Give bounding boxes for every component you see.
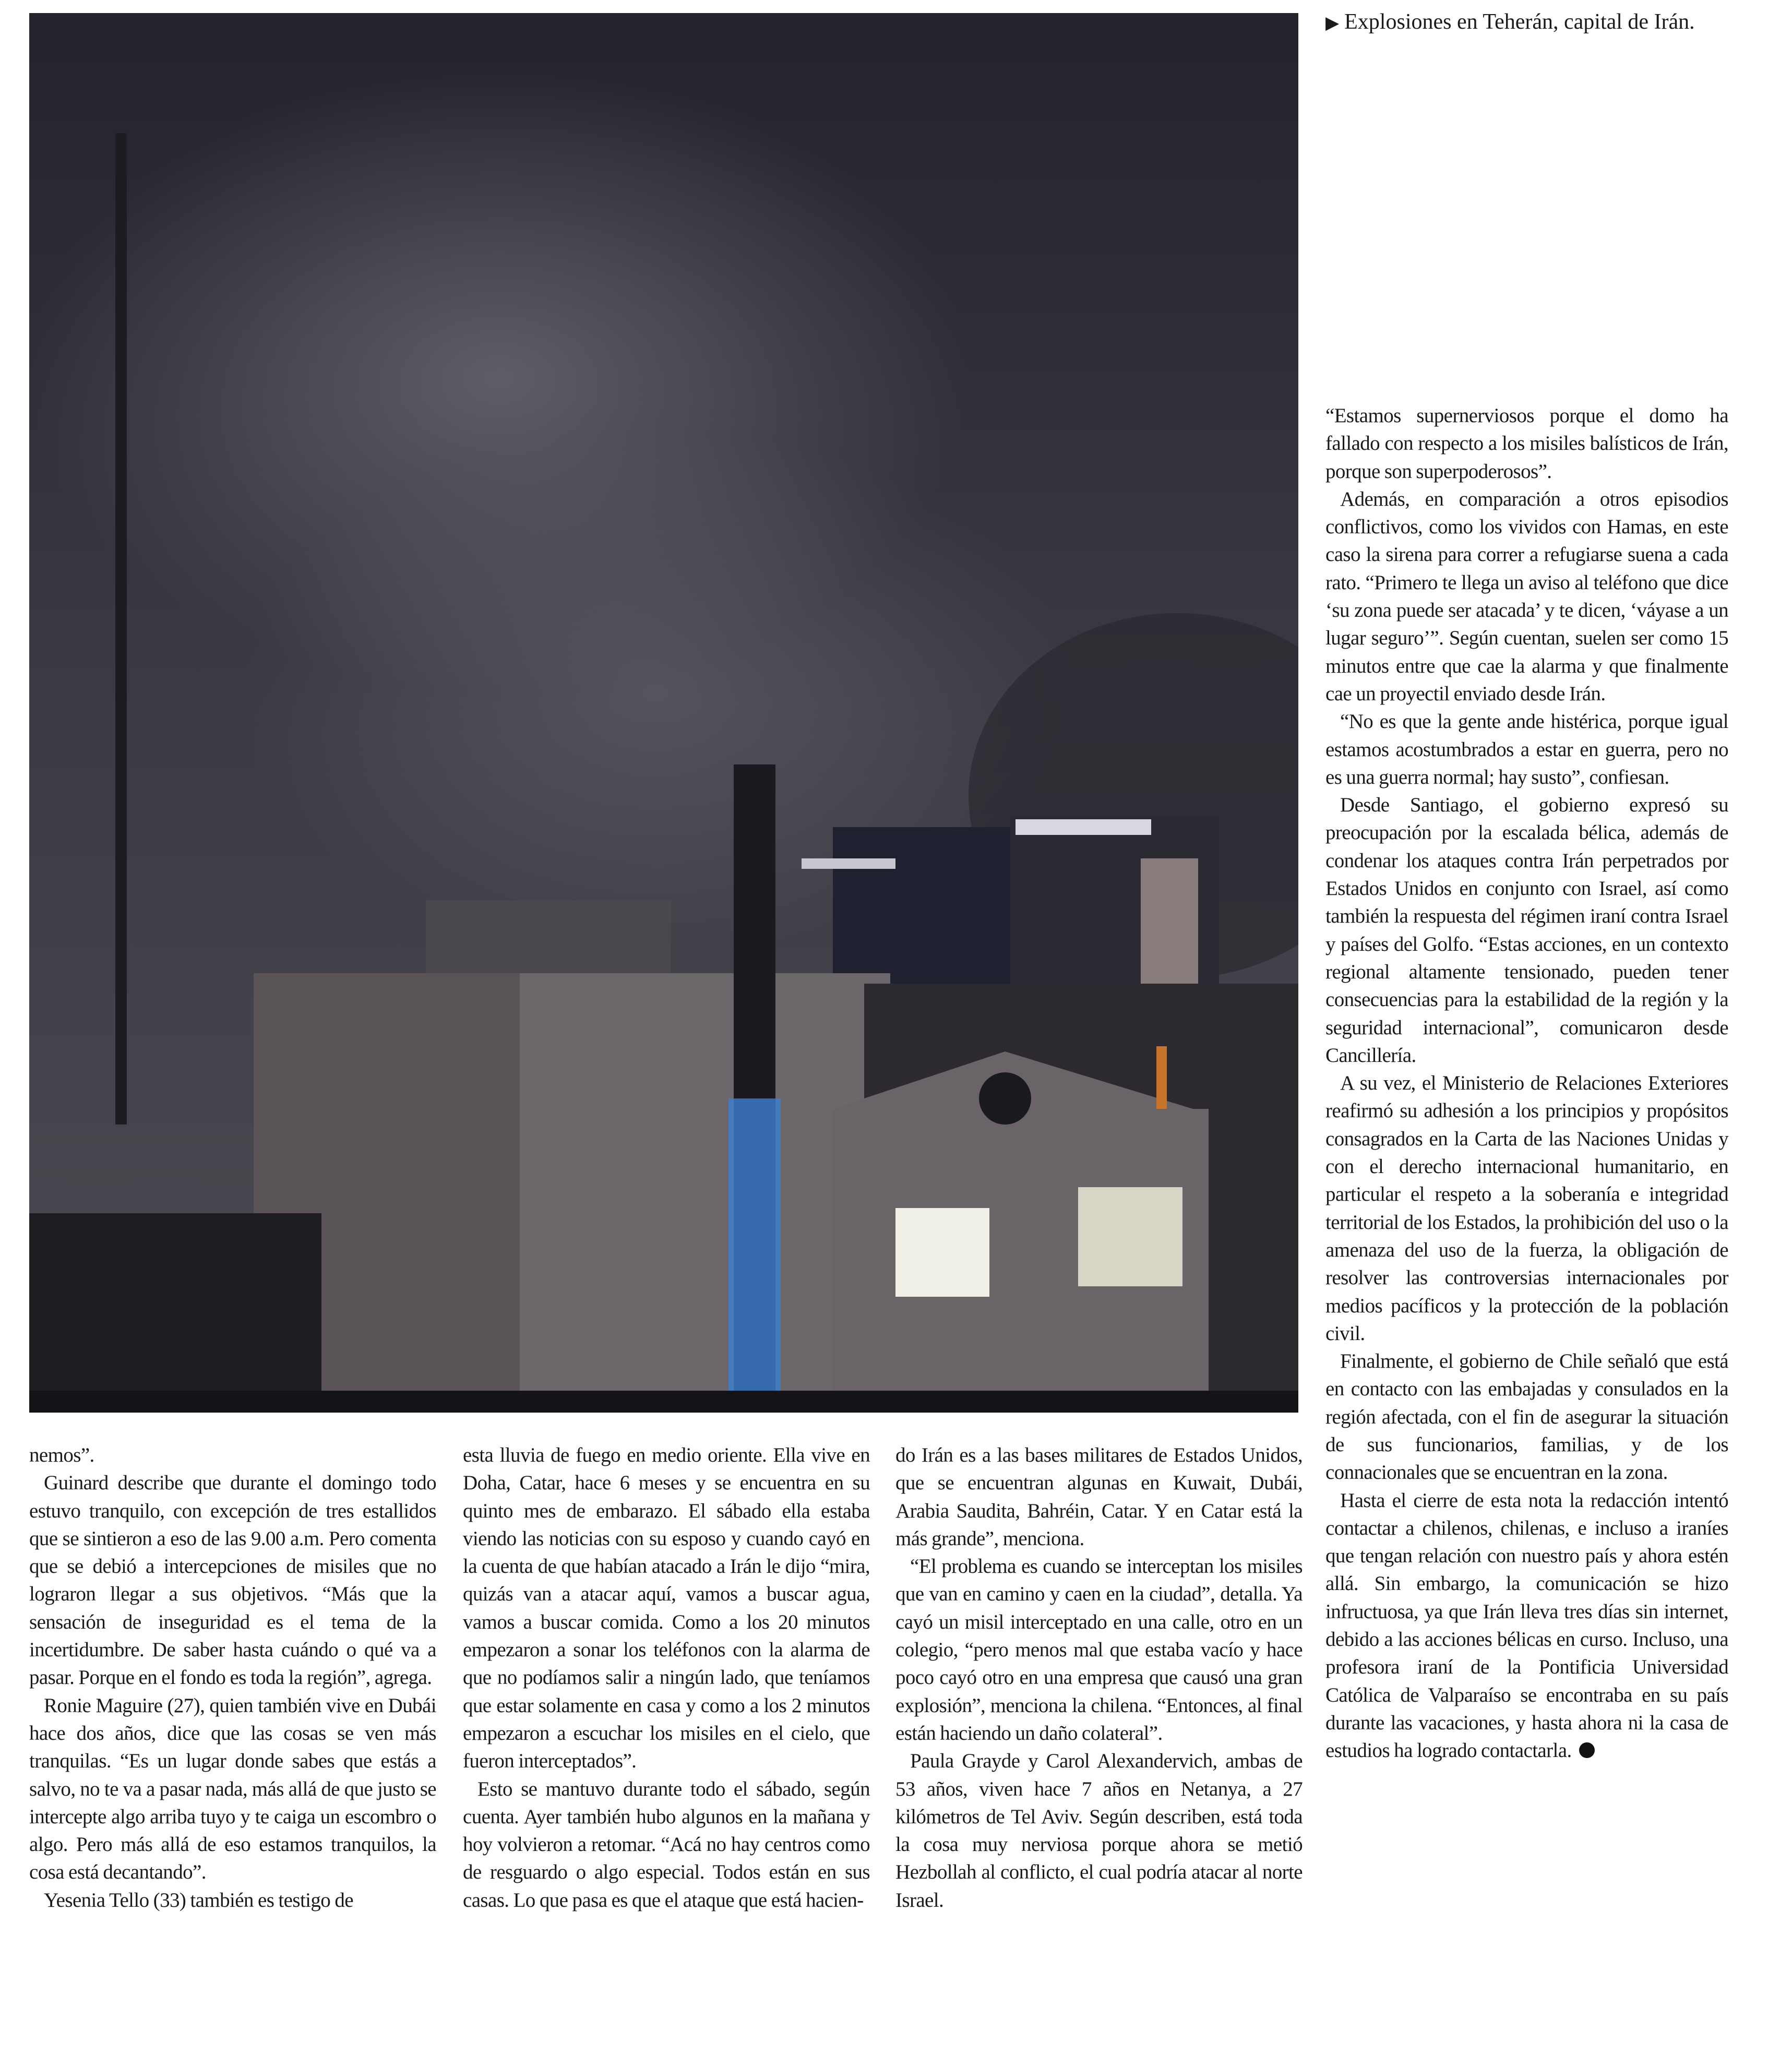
paragraph: A su vez, el Ministerio de Relaciones Exteriores reafirmó su adhesión a los principios y propósitos consagrados en la Carta de las Naciones Unidas y con el derecho internacional humanitario, en particular el respeto a la soberanía e integridad territorial de los Estados, la prohibición del uso o la amenaza del uso de la fuerza, la obligación de resolver las controversias internacionales por medios pacíficos y la protección de la población civil. xyxy=(1325,1072,1728,1345)
paragraph: “No es que la gente ande histérica, porque igual estamos acostumbrados a estar en guerra, pero no es una guerra normal; hay susto”, confiesan. xyxy=(1325,710,1728,788)
paragraph-text: Hasta el cierre de esta nota la redacción intentó contactar a chilenos, chilenas, e incluso a iraníes que tengan relación con nuestro país y ahora estén allá. Sin embargo, la comunicación se hizo infructuosa, ya que Irán lleva tres días sin internet, debido a las acciones bélicas en curso. Incluso, una profesora iraní de la Pontificia Universidad Católica de Valparaíso se encontraba en su país durante las vacaciones, y hasta ahora ni la casa de estudios ha logrado contactarla. xyxy=(1325,1489,1728,1762)
paragraph: do Irán es a las bases militares de Estados Unidos, que se encuentran algunas en Kuwait, Dubái, Arabia Saudita, Bahréin, Catar. Y en Catar está la más grande”, menciona. xyxy=(895,1444,1303,1550)
paragraph: Ronie Maguire (27), quien también vive en Dubái hace dos años, dice que las cosas se ven más tranquilas. “Es un lugar donde sabes que estás a salvo, no te va a pasar nada, más allá de que justo se intercepte algo arriba tuyo y te caiga un escombro o algo. Pero más allá de eso estamos tranquilos, la cosa está decantando”. xyxy=(29,1694,436,1884)
photo-caption xyxy=(1325,7,1722,38)
paragraph: Esto se mantuvo durante todo el sábado, según cuenta. Ayer también hubo algunos en la mañana y hoy volvieron a retomar. “Acá no hay centros como de resguardo o algo especial. Todos están en sus casas. Lo que pasa es que el ataque que está hacien- xyxy=(463,1777,870,1911)
news-photo-tehran-night xyxy=(29,13,1298,1413)
triangle-right-icon: ▶ xyxy=(1325,14,1340,33)
paragraph: Paula Grayde y Carol Alexandervich, ambas de 53 años, viven hace 7 años en Netanya, a 27 kilómetros de Tel Aviv. Según describen, está toda la cosa muy nerviosa porque ahora se metió Hezbollah al conflicto, el cual podría atacar al norte Israel. xyxy=(895,1750,1303,1911)
paragraph: Además, en comparación a otros episodios conflictivos, como los vividos con Hamas, en este caso la sirena para correr a refugiarse suena a cada rato. “Primero te llega un aviso al teléfono que dice ‘su zona puede ser atacada’ y te dicen, ‘váyase a un lugar seguro’”. Según cuentan, suelen ser como 15 minutos entre que cae la alarma y que finalmente cae un proyectil enviado desde Irán. xyxy=(1325,487,1728,705)
paragraph: “El problema es cuando se interceptan los misiles que van en camino y caen en la ciudad”, detalla. Ya cayó un misil interceptado en una calle, otro en un colegio, “pero menos mal que estaba vacío y hace poco cayó otro en una empresa que causó una gran explosión”, menciona la chilena. “Entonces, al final están haciendo un daño colateral”. xyxy=(895,1555,1303,1744)
article-column-1 xyxy=(29,1441,436,1914)
article-column-2 xyxy=(463,1441,870,1914)
paragraph: “Estamos supernerviosos porque el domo ha fallado con respecto a los misiles balísticos de Irán, porque son superpoderosos”. xyxy=(1325,404,1728,483)
photo-illustration xyxy=(29,13,1298,1413)
paragraph: Finalmente, el gobierno de Chile señaló que está en contacto con las embajadas y consulados en la región afectada, con el fin de asegurar la situación de sus funcionarios, familias, y de los connacionales que se encuentran en la zona. xyxy=(1325,1350,1728,1484)
end-of-article-bullet-icon xyxy=(1579,1742,1595,1758)
paragraph: Yesenia Tello (33) también es testigo de xyxy=(44,1888,353,1911)
paragraph: nemos”. xyxy=(29,1444,94,1466)
caption-text: Explosiones en Teherán, capital de Irán. xyxy=(1344,10,1695,34)
article-column-4 xyxy=(1325,402,1728,1765)
paragraph: Guinard describe que durante el domingo todo estuvo tranquilo, con excepción de tres estallidos que se sintieron a eso de las 9.00 a.m. Pero comenta que se debió a intercepciones de misiles que no lograron llegar a sus objetivos. “Más que la sensación de inseguridad es el tema de la incertidumbre. De saber hasta cuándo o qué va a pasar. Porque en el fondo es toda la región”, agrega. xyxy=(29,1472,436,1689)
radio-mast xyxy=(115,133,127,1125)
paragraph: esta lluvia de fuego en medio oriente. Ella vive en Doha, Catar, hace 6 meses y se encuentra en su quinto mes de embarazo. El sábado ella estaba viendo las noticias con su esposo y cuando cayó en la cuenta de que habían atacado a Irán le dijo “mira, quizás van a atacar aquí, vamos a buscar agua, vamos a buscar comida. Como a los 20 minutos empezaron a sonar los teléfonos con la alarma de que no podíamos salir a ningún lado, que teníamos que estar solamente en casa y como a los 2 minutos empezaron a escuchar los misiles en el cielo, que fueron interceptados”. xyxy=(463,1444,870,1773)
paragraph: Desde Santiago, el gobierno expresó su preocupación por la escalada bélica, además de condenar los ataques contra Irán perpetrados por Estados Unidos en conjunto con Israel, así como también la respuesta del régimen iraní contra Israel y países del Golfo. “Estas acciones, en un contexto regional altamente tensionado, pueden tener consecuencias para la estabilidad de la región y la seguridad internacional”, comunicaron desde Cancillería. xyxy=(1325,794,1728,1067)
paragraph-final xyxy=(1325,1487,1728,1765)
article-column-3 xyxy=(895,1441,1303,1914)
